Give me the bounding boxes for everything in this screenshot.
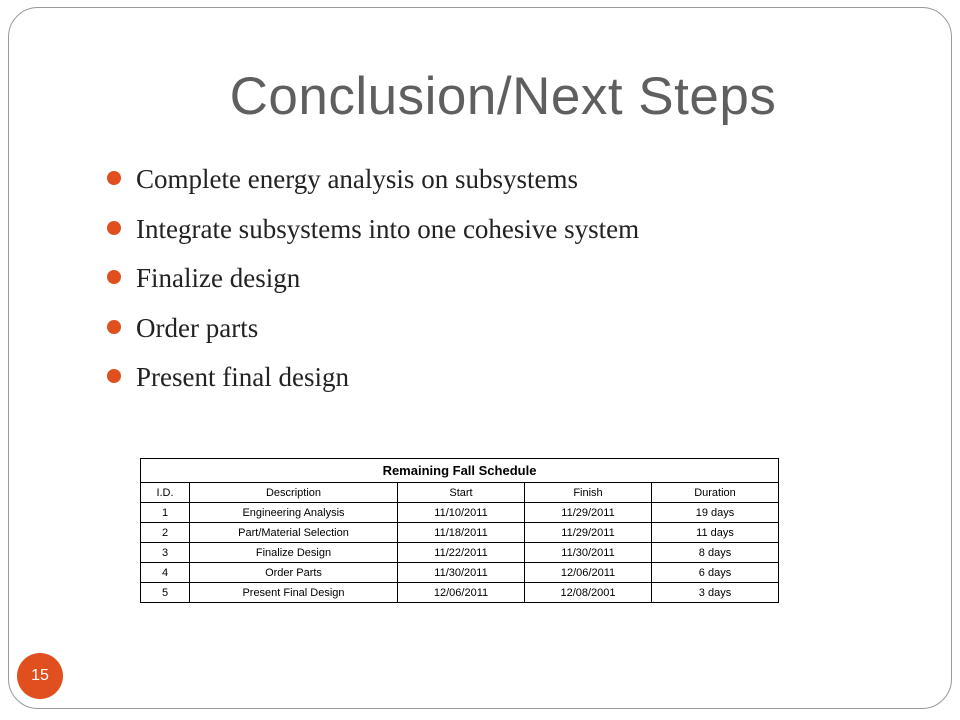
bullet-text: Complete energy analysis on subsystems <box>136 164 578 194</box>
cell-start: 11/10/2011 <box>398 503 525 523</box>
column-header-start: Start <box>398 483 525 503</box>
cell-finish: 11/29/2011 <box>525 523 652 543</box>
cell-start: 11/22/2011 <box>398 543 525 563</box>
table-row <box>141 503 779 523</box>
cell-start: 12/06/2011 <box>398 583 525 603</box>
bullet-dot-icon <box>107 369 121 383</box>
cell-duration: 11 days <box>652 523 779 543</box>
cell-description: Part/Material Selection <box>190 523 398 543</box>
bullet-list <box>107 160 639 408</box>
cell-start: 11/18/2011 <box>398 523 525 543</box>
cell-start: 11/30/2011 <box>398 563 525 583</box>
bullet-item <box>107 309 639 359</box>
cell-finish: 11/30/2011 <box>525 543 652 563</box>
bullet-text: Present final design <box>136 362 349 392</box>
cell-id: 5 <box>141 583 190 603</box>
column-header-description: Description <box>190 483 398 503</box>
cell-description: Engineering Analysis <box>190 503 398 523</box>
cell-duration: 6 days <box>652 563 779 583</box>
schedule-caption: Remaining Fall Schedule <box>141 459 779 483</box>
cell-description: Finalize Design <box>190 543 398 563</box>
cell-description: Order Parts <box>190 563 398 583</box>
cell-finish: 12/08/2001 <box>525 583 652 603</box>
cell-duration: 19 days <box>652 503 779 523</box>
cell-finish: 11/29/2011 <box>525 503 652 523</box>
cell-finish: 12/06/2011 <box>525 563 652 583</box>
cell-duration: 3 days <box>652 583 779 603</box>
bullet-dot-icon <box>107 221 121 235</box>
column-header-duration: Duration <box>652 483 779 503</box>
schedule-table <box>140 458 779 603</box>
bullet-text: Finalize design <box>136 263 301 293</box>
bullet-dot-icon <box>107 270 121 284</box>
bullet-item <box>107 259 639 309</box>
table-header-row <box>141 483 779 503</box>
bullet-item <box>107 160 639 210</box>
table-row <box>141 563 779 583</box>
cell-id: 1 <box>141 503 190 523</box>
table-row <box>141 543 779 563</box>
cell-description: Present Final Design <box>190 583 398 603</box>
table-row <box>141 523 779 543</box>
slide-title: Conclusion/Next Steps <box>229 67 777 126</box>
cell-id: 2 <box>141 523 190 543</box>
page-number-badge: 15 <box>17 653 63 699</box>
bullet-dot-icon <box>107 320 121 334</box>
column-header-finish: Finish <box>525 483 652 503</box>
cell-duration: 8 days <box>652 543 779 563</box>
column-header-id: I.D. <box>141 483 190 503</box>
bullet-dot-icon <box>107 171 121 185</box>
cell-id: 4 <box>141 563 190 583</box>
cell-id: 3 <box>141 543 190 563</box>
bullet-item <box>107 358 639 408</box>
table-row <box>141 583 779 603</box>
bullet-text: Integrate subsystems into one cohesive system <box>136 213 640 244</box>
bullet-text: Order parts <box>136 312 259 343</box>
bullet-item <box>107 210 639 260</box>
